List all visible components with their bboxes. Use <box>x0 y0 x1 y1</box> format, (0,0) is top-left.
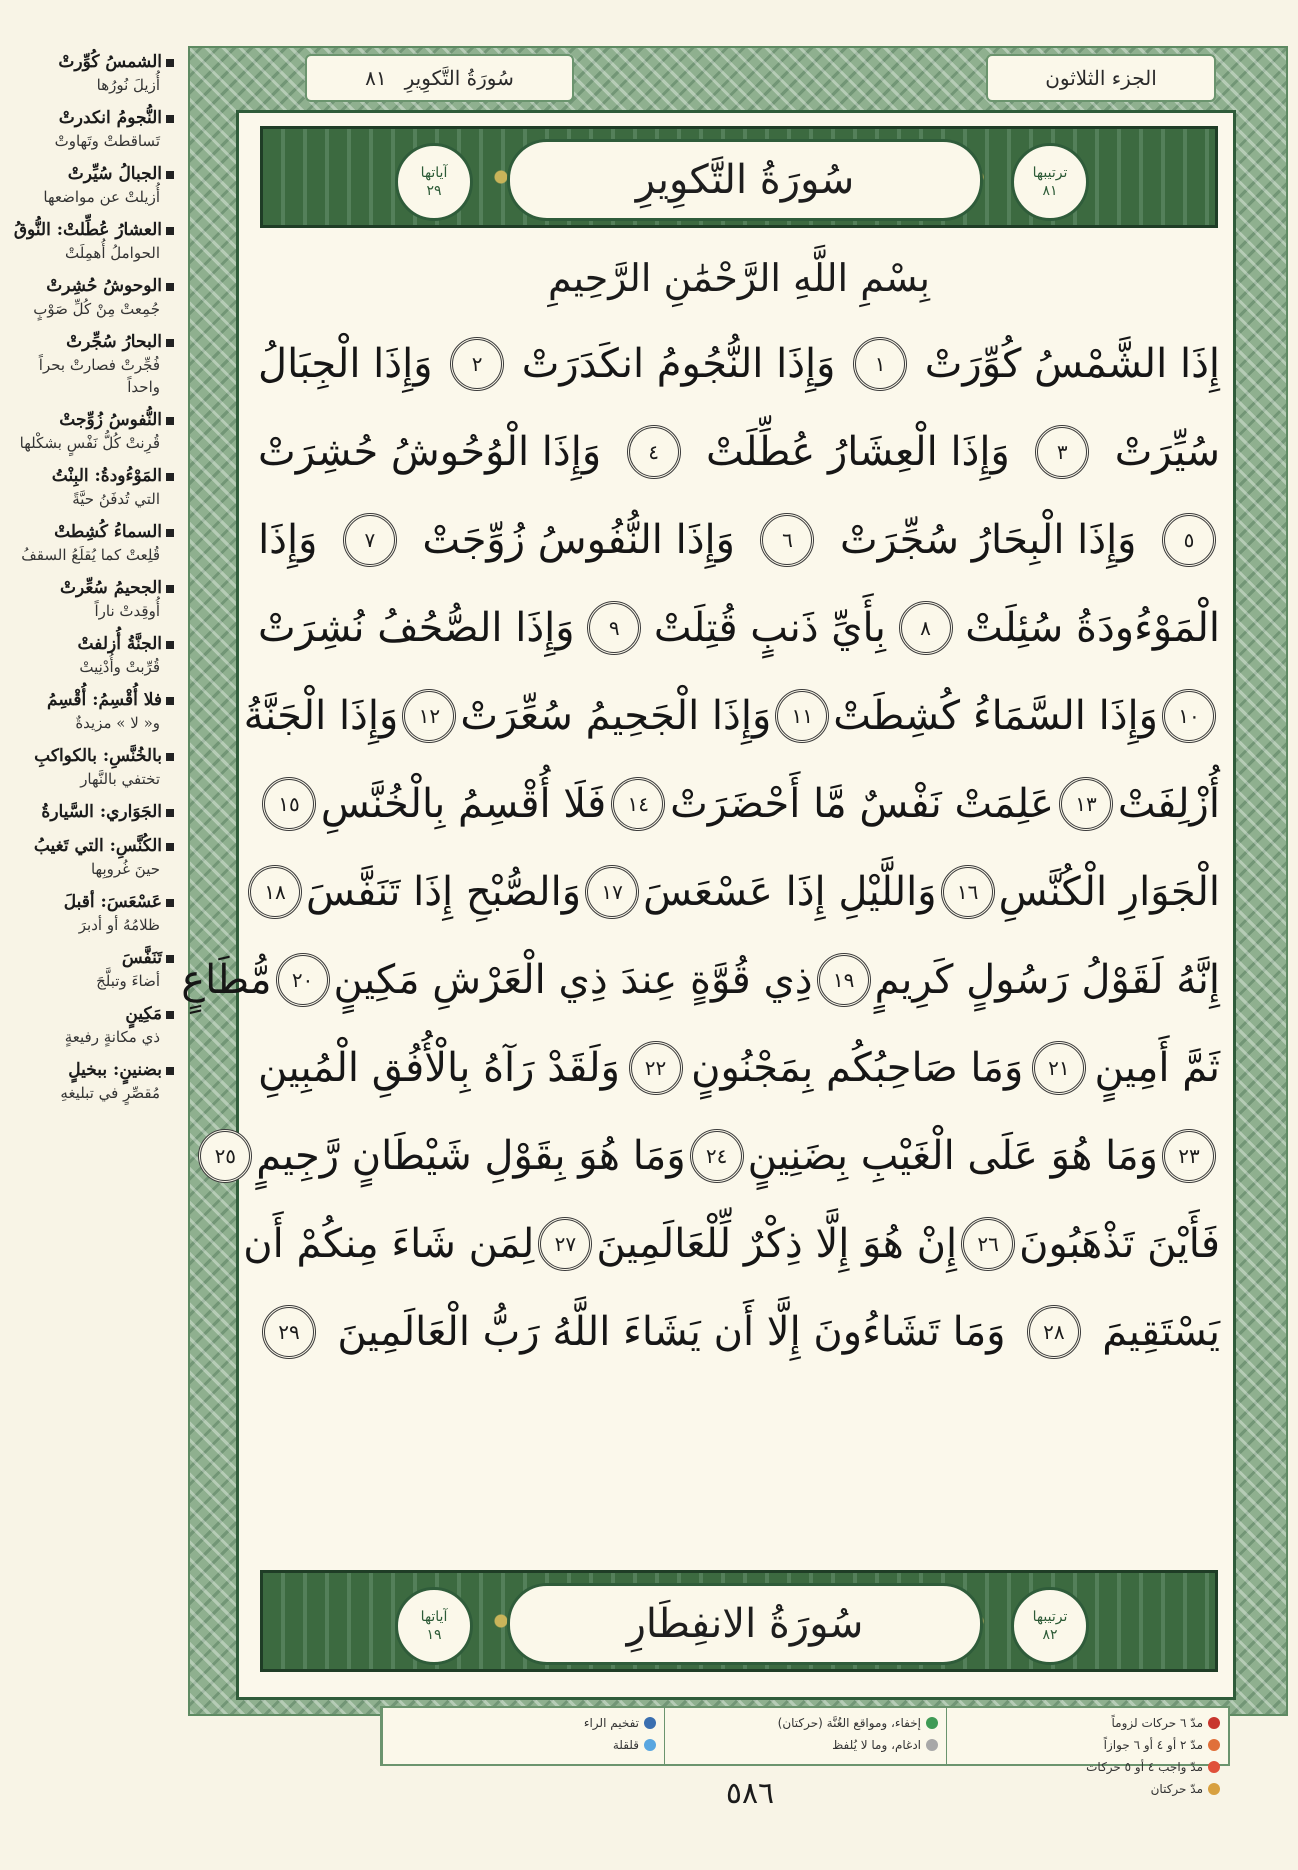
color-dot-icon <box>644 1739 656 1751</box>
glossary-entry <box>6 520 174 566</box>
glossary-term: تَنَفَّسَ <box>6 946 174 970</box>
verse-line <box>258 760 1220 848</box>
order-value: ٨٢ <box>1042 1627 1058 1643</box>
basmala: بِسْمِ اللَّهِ الرَّحْمَٰنِ الرَّحِيمِ <box>548 256 930 300</box>
glossary-definition: قُلِعتْ كما يُقلَعُ السقفُ <box>21 546 160 564</box>
verse-text: وَمَا تَشَاءُونَ إِلَّا أَن يَشَاءَ اللَّهُ رَبُّ الْعَالَمِينَ <box>337 1309 1006 1355</box>
verse-text: وَاللَّيْلِ إِذَا عَسْعَسَ <box>643 869 937 915</box>
verses-label: آياتها <box>420 1609 448 1625</box>
verse-text: إِنَّهُ لَقَوْلُ رَسُولٍ كَرِيمٍ <box>874 957 1220 1003</box>
bullet-square-icon <box>166 899 174 907</box>
surah-order-medallion <box>1011 1587 1089 1665</box>
ayah-number-marker: ٢٧ <box>538 1217 592 1271</box>
glossary-entry <box>6 274 174 320</box>
glossary-entry <box>6 218 174 264</box>
verse-line <box>258 320 1220 408</box>
verses-count-medallion <box>395 143 473 221</box>
glossary-definition: مُقصِّرٍ في تبليغهِ <box>60 1084 160 1102</box>
verse-text: بِأَيِّ ذَنبٍ قُتِلَتْ <box>653 605 886 651</box>
ayah-number-marker: ٢٤ <box>690 1129 744 1183</box>
glossary-entry <box>6 162 174 208</box>
legend-item <box>391 1734 656 1756</box>
ayah-number-marker: ٧ <box>343 513 397 567</box>
glossary-entry <box>6 1002 174 1048</box>
verse-text: وَمَا هُوَ بِقَوْلِ شَيْطَانٍ رَّجِيمٍ <box>256 1133 686 1179</box>
verse-text: وَإِذَا الْجَحِيمُ سُعِّرَتْ <box>460 693 772 739</box>
glossary-term: الجنَّةُ أُزلفتْ <box>6 632 174 656</box>
glossary-term: بضنينٍ: ببخيلٍ <box>6 1058 174 1082</box>
ayah-number-marker: ٢٨ <box>1027 1305 1081 1359</box>
verse-text: لِمَن شَاءَ مِنكُمْ أَن <box>243 1221 535 1267</box>
glossary-term: فلا أُقْسِمُ: أُقْسِمُ <box>6 688 174 712</box>
verse-line <box>181 936 1220 1024</box>
verse-text: إِذَا الشَّمْسُ كُوِّرَتْ <box>924 341 1220 387</box>
glossary-term: النُّجومُ انكدرتْ <box>6 106 174 130</box>
surah-banner-top <box>260 126 1218 228</box>
verse-text: وَلَقَدْ رَآهُ بِالْأُفُقِ الْمُبِينِ <box>258 1045 620 1091</box>
color-dot-icon <box>1208 1783 1220 1795</box>
verse-text: سُيِّرَتْ <box>1114 429 1220 475</box>
ayah-number-marker: ٨ <box>899 601 953 655</box>
header-juz-label: الجزء الثلاثون <box>1045 66 1157 90</box>
glossary-definition: ذي مكانةٍ رفيعةٍ <box>64 1028 160 1046</box>
verse-text: أُزْلِفَتْ <box>1117 781 1220 827</box>
bullet-square-icon <box>166 417 174 425</box>
ayah-number-marker: ٢ <box>450 337 504 391</box>
glossary-definition: التي تُدفَنُ حيَّةً <box>72 490 160 508</box>
bullet-square-icon <box>166 641 174 649</box>
ayah-number-marker: ١٢ <box>402 689 456 743</box>
header-juz <box>986 54 1216 102</box>
glossary-term: مَكِينٍ <box>6 1002 174 1026</box>
ayah-number-marker: ١٩ <box>817 953 871 1007</box>
ayah-number-marker: ١٨ <box>248 865 302 919</box>
surah-order-medallion <box>1011 143 1089 221</box>
ayah-number-marker: ٤ <box>627 425 681 479</box>
glossary-definition: أُزيلتْ عن مواضعها <box>43 188 160 206</box>
glossary-entry <box>6 464 174 510</box>
verse-line <box>214 1112 1220 1200</box>
header-surah-name: سُورَةُ التَّكوِيرِ <box>404 66 514 90</box>
verse-line <box>258 584 1220 672</box>
verses-count-medallion <box>395 1587 473 1665</box>
glossary-term: السماءُ كُشِطتْ <box>6 520 174 544</box>
verse-line <box>258 1288 1220 1376</box>
verse-line <box>258 408 1220 496</box>
legend-column <box>664 1708 946 1764</box>
legend-item <box>955 1734 1220 1756</box>
color-dot-icon <box>644 1717 656 1729</box>
legend-item <box>673 1712 938 1734</box>
glossary-entry <box>6 50 174 96</box>
surah-banner-bottom <box>260 1570 1218 1672</box>
verse-text: إِنْ هُوَ إِلَّا ذِكْرٌ لِّلْعَالَمِينَ <box>596 1221 958 1267</box>
glossary-term: النُّفوسُ زُوِّجتْ <box>6 408 174 432</box>
ayah-number-marker: ١ <box>853 337 907 391</box>
verse-text: وَإِذَا النُّفُوسُ زُوِّجَتْ <box>422 517 735 563</box>
bullet-square-icon <box>166 753 174 761</box>
glossary-definition: ظلامُهُ أو أدبرَ <box>78 916 160 934</box>
verse-text: وَإِذَا الْعِشَارُ عُطِّلَتْ <box>706 429 1010 475</box>
verse-text: وَالصُّبْحِ إِذَا تَنَفَّسَ <box>305 869 582 915</box>
verses-value: ١٩ <box>426 1627 442 1643</box>
glossary-term: عَسْعَسَ: أقبلَ <box>6 890 174 914</box>
ayah-number-marker: ٢٣ <box>1162 1129 1216 1183</box>
verse-text: وَإِذَا الصُّحُفُ نُشِرَتْ <box>258 605 575 651</box>
verse-text: وَإِذَا النُّجُومُ انكَدَرَتْ <box>521 341 836 387</box>
legend-label: تفخيم الراء <box>583 1716 639 1730</box>
bullet-square-icon <box>166 1011 174 1019</box>
ayah-number-marker: ٥ <box>1162 513 1216 567</box>
glossary-term: المَوْءُودةُ: البِنْتُ <box>6 464 174 488</box>
glossary-entry <box>6 632 174 678</box>
verse-text: ثَمَّ أَمِينٍ <box>1094 1045 1220 1091</box>
legend-label: مدّ ٢ أو ٤ أو ٦ جوازاً <box>1103 1738 1203 1752</box>
bullet-square-icon <box>166 529 174 537</box>
bullet-square-icon <box>166 59 174 67</box>
ayah-number-marker: ٦ <box>760 513 814 567</box>
page-header <box>188 48 1288 108</box>
glossary-definition: قُرِنتْ كُلُّ نَفْسٍ بشكْلها <box>19 434 160 452</box>
color-dot-icon <box>926 1739 938 1751</box>
glossary-term: البحارُ سُجِّرتْ <box>6 330 174 354</box>
ayah-number-marker: ١٤ <box>611 777 665 831</box>
verse-text: وَإِذَا الْوُحُوشُ حُشِرَتْ <box>258 429 602 475</box>
glossary-term: بالخُنَّسِ: بالكواكبِ <box>6 744 174 768</box>
ayah-number-marker: ٣ <box>1035 425 1089 479</box>
legend-column <box>382 1708 664 1764</box>
bullet-square-icon <box>166 1067 174 1075</box>
ayah-number-marker: ١٥ <box>262 777 316 831</box>
ayah-number-marker: ٢٩ <box>262 1305 316 1359</box>
glossary-definition: أُزيلَ نُورُها <box>96 76 160 94</box>
order-label: ترتيبها <box>1032 165 1068 181</box>
bullet-square-icon <box>166 955 174 963</box>
verses-label: آياتها <box>420 165 448 181</box>
legend-label: قلقلة <box>612 1738 639 1752</box>
legend-label: إخفاء، ومواقع الغُنَّة (حركتان) <box>777 1716 921 1730</box>
color-dot-icon <box>926 1717 938 1729</box>
bullet-square-icon <box>166 473 174 481</box>
color-dot-icon <box>1208 1717 1220 1729</box>
glossary-entry <box>6 800 174 824</box>
bullet-square-icon <box>166 283 174 291</box>
verse-text: وَإِذَا <box>258 517 318 563</box>
glossary-definition: تَساقطتْ وتَهاوتْ <box>54 132 160 150</box>
verse-line <box>258 496 1220 584</box>
legend-item <box>391 1712 656 1734</box>
ayah-number-marker: ١٦ <box>941 865 995 919</box>
legend-item <box>955 1756 1220 1778</box>
legend-label: ادغام، وما لا يُلفظ <box>832 1738 921 1752</box>
bullet-square-icon <box>166 697 174 705</box>
surah-title: سُورَةُ الانفِطَارِ <box>507 1583 983 1665</box>
ayah-number-marker: ٢١ <box>1032 1041 1086 1095</box>
glossary-entry <box>6 946 174 992</box>
glossary-entry <box>6 576 174 622</box>
verse-line <box>243 1200 1220 1288</box>
glossary-definition: تختفي بالنَّهار <box>80 770 160 788</box>
glossary-definition: أُوقِدتْ ناراً <box>94 602 160 620</box>
glossary-term: العشارُ عُطِّلتْ: النُّوقُ <box>6 218 174 242</box>
glossary-entry <box>6 890 174 936</box>
legend-label: مدّ ٦ حركات لزوماً <box>1111 1716 1203 1730</box>
verse-text: وَإِذَا الْجَنَّةُ <box>243 693 399 739</box>
legend-item <box>955 1778 1220 1800</box>
glossary-term: الجبالُ سُيِّرتْ <box>6 162 174 186</box>
verses-value: ٢٩ <box>426 183 442 199</box>
color-dot-icon <box>1208 1739 1220 1751</box>
order-label: ترتيبها <box>1032 1609 1068 1625</box>
verse-text-block <box>181 320 1220 1376</box>
glossary-term: الجَوَاري: السَّيارةُ <box>6 800 174 824</box>
ayah-number-marker: ٢٥ <box>198 1129 252 1183</box>
bullet-square-icon <box>166 339 174 347</box>
ayah-number-marker: ٢٦ <box>961 1217 1015 1271</box>
verse-text: عَلِمَتْ نَفْسٌ مَّا أَحْضَرَتْ <box>670 781 1055 827</box>
legend-column <box>946 1708 1228 1796</box>
ayah-number-marker: ١٣ <box>1059 777 1113 831</box>
glossary-term: الشمسُ كُوِّرتْ <box>6 50 174 74</box>
ayah-number-marker: ١١ <box>775 689 829 743</box>
glossary-definition: الحواملُ أُهمِلَتْ <box>65 244 160 262</box>
ayah-number-marker: ٢٢ <box>629 1041 683 1095</box>
glossary-term: الجحيمُ سُعِّرتْ <box>6 576 174 600</box>
glossary-definition: و« لا » مزيدةٌ <box>75 714 160 732</box>
glossary-entry <box>6 106 174 152</box>
verse-line <box>258 848 1220 936</box>
bullet-square-icon <box>166 171 174 179</box>
verse-text: مُّطَاعٍ <box>181 957 272 1003</box>
verse-text: فَلَا أُقْسِمُ بِالْخُنَّسِ <box>320 781 607 827</box>
glossary-entry <box>6 688 174 734</box>
ayah-number-marker: ٩ <box>587 601 641 655</box>
verse-text: الْمَوْءُودَةُ سُئِلَتْ <box>965 605 1220 651</box>
ayah-number-marker: ٢٠ <box>276 953 330 1007</box>
verse-line <box>258 1024 1220 1112</box>
bullet-square-icon <box>166 227 174 235</box>
surah-title: سُورَةُ التَّكوِيرِ <box>507 139 983 221</box>
color-dot-icon <box>1208 1761 1220 1773</box>
glossary-definition: فُجِّرتْ فصارتْ بحراً واحداً <box>38 356 160 396</box>
margin-glossary <box>6 50 174 1810</box>
header-surah-page: ٨١ <box>365 66 387 90</box>
ayah-number-marker: ١٠ <box>1162 689 1216 743</box>
glossary-entry <box>6 408 174 454</box>
glossary-entry <box>6 834 174 880</box>
order-value: ٨١ <box>1042 183 1058 199</box>
bullet-square-icon <box>166 115 174 123</box>
header-surah-box <box>305 54 574 102</box>
ayah-number-marker: ١٧ <box>585 865 639 919</box>
bullet-square-icon <box>166 843 174 851</box>
page-number: ٥٨٦ <box>725 1776 775 1811</box>
verse-text: وَإِذَا الْجِبَالُ <box>258 341 433 387</box>
verse-line <box>243 672 1220 760</box>
verse-text: يَسْتَقِيمَ <box>1102 1309 1220 1355</box>
verse-text: وَإِذَا السَّمَاءُ كُشِطَتْ <box>833 693 1158 739</box>
verse-text: وَإِذَا الْبِحَارُ سُجِّرَتْ <box>839 517 1137 563</box>
glossary-definition: جُمِعتْ مِنْ كُلِّ صَوْبٍ <box>33 300 160 318</box>
legend-label: مدّ واجب ٤ أو ٥ حركات <box>1086 1760 1203 1774</box>
verse-text: وَمَا هُوَ عَلَى الْغَيْبِ بِضَنِينٍ <box>747 1133 1158 1179</box>
legend-item <box>673 1734 938 1756</box>
verse-text: وَمَا صَاحِبُكُم بِمَجْنُونٍ <box>691 1045 1024 1091</box>
verse-text: الْجَوَارِ الْكُنَّسِ <box>998 869 1220 915</box>
verse-text: فَأَيْنَ تَذْهَبُونَ <box>1019 1221 1220 1267</box>
bullet-square-icon <box>166 585 174 593</box>
legend-label: مدّ حركتان <box>1150 1782 1203 1796</box>
verse-text: ذِي قُوَّةٍ عِندَ ذِي الْعَرْشِ مَكِينٍ <box>333 957 813 1003</box>
glossary-definition: حينَ غُروبِها <box>90 860 160 878</box>
legend-item <box>955 1712 1220 1734</box>
glossary-entry <box>6 330 174 398</box>
glossary-term: الوحوشُ حُشِرتْ <box>6 274 174 298</box>
glossary-entry <box>6 744 174 790</box>
glossary-entry <box>6 1058 174 1104</box>
glossary-term: الكُنَّسِ: التي تَغيبُ <box>6 834 174 858</box>
bullet-square-icon <box>166 809 174 817</box>
glossary-definition: قُرِّبتْ وأُدْنِيتْ <box>79 658 160 676</box>
glossary-definition: أضاءَ وتبلَّجَ <box>96 972 160 990</box>
